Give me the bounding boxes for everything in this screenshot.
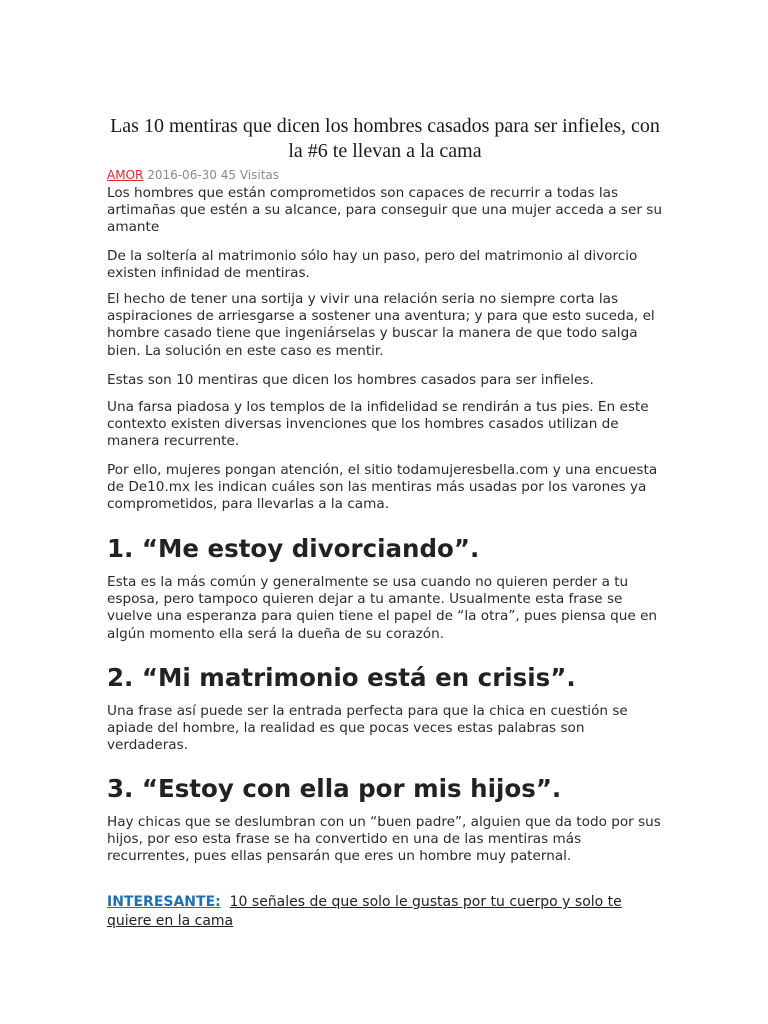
paragraph-2: El hecho de tener una sortija y vivir una relación seria no siempre corta las aspiraciones de arriesgarse a sostener una aventura; y para que esto suceda, el hombre casado tiene que ingeniárselas y buscar la manera de que todo salga bien. La solución en este caso es mentir. — [107, 291, 655, 359]
article-title: Las 10 mentiras que dicen los hombres casados para ser infieles, con la #6 te llevan a la cama — [110, 115, 660, 162]
section-heading-1: 1. “Me estoy divorciando”. — [107, 534, 480, 563]
related-article-link[interactable]: 10 señales de que solo le gustas por tu cuerpo y solo te quiere en la cama — [107, 894, 622, 929]
section-heading-3: 3. “Estoy con ella por mis hijos”. — [107, 774, 562, 803]
article-meta — [107, 168, 279, 183]
paragraph-4: Una farsa piadosa y los templos de la infidelidad se rendirán a tus pies. En este contexto existen diversas invenciones que los hombres casados utilizan de manera recurrente. — [107, 399, 649, 450]
visit-count: 45 Visitas — [220, 168, 280, 182]
category-link[interactable]: AMOR — [107, 168, 144, 182]
section-text-1: Esta es la más común y generalmente se usa cuando no quieren perder a tu esposa, pero tampoco quieren dejar a tu amante. Usualmente esta frase se vuelve una esperanza para quien tiene el papel de “la otra”, pues piensa que en algún momento ella será la dueña de su corazón. — [107, 574, 658, 642]
publish-date: 2016-06-30 — [147, 168, 217, 182]
intro-paragraph: Los hombres que están comprometidos son capaces de recurrir a todas las artimañas que estén a su alcance, para conseguir que una mujer acceda a ser su amante — [107, 185, 662, 236]
section-text-3: Hay chicas que se deslumbran con un “buen padre”, alguien que da todo por sus hijos, por eso esta frase se ha convertido en una de las mentiras más recurrentes, pues ellas pensarán que eres un hombre muy paternal. — [107, 814, 661, 865]
paragraph-3: Estas son 10 mentiras que dicen los hombres casados para ser infieles. — [107, 372, 594, 388]
paragraph-5: Por ello, mujeres pongan atención, el sitio todamujeresbella.com y una encuesta de De10.mx les indican cuáles son las mentiras más usadas por los varones ya comprometidos, para llevarlas a la cama. — [107, 462, 658, 513]
section-heading-2: 2. “Mi matrimonio está en crisis”. — [107, 663, 576, 692]
related-label: INTERESANTE: — [107, 894, 221, 910]
section-text-2: Una frase así puede ser la entrada perfecta para que la chica en cuestión se apiade del hombre, la realidad es que pocas veces estas palabras son verdaderas. — [107, 703, 628, 754]
paragraph-1: De la soltería al matrimonio sólo hay un paso, pero del matrimonio al divorcio existen infinidad de mentiras. — [107, 248, 638, 282]
related-article — [107, 893, 667, 931]
